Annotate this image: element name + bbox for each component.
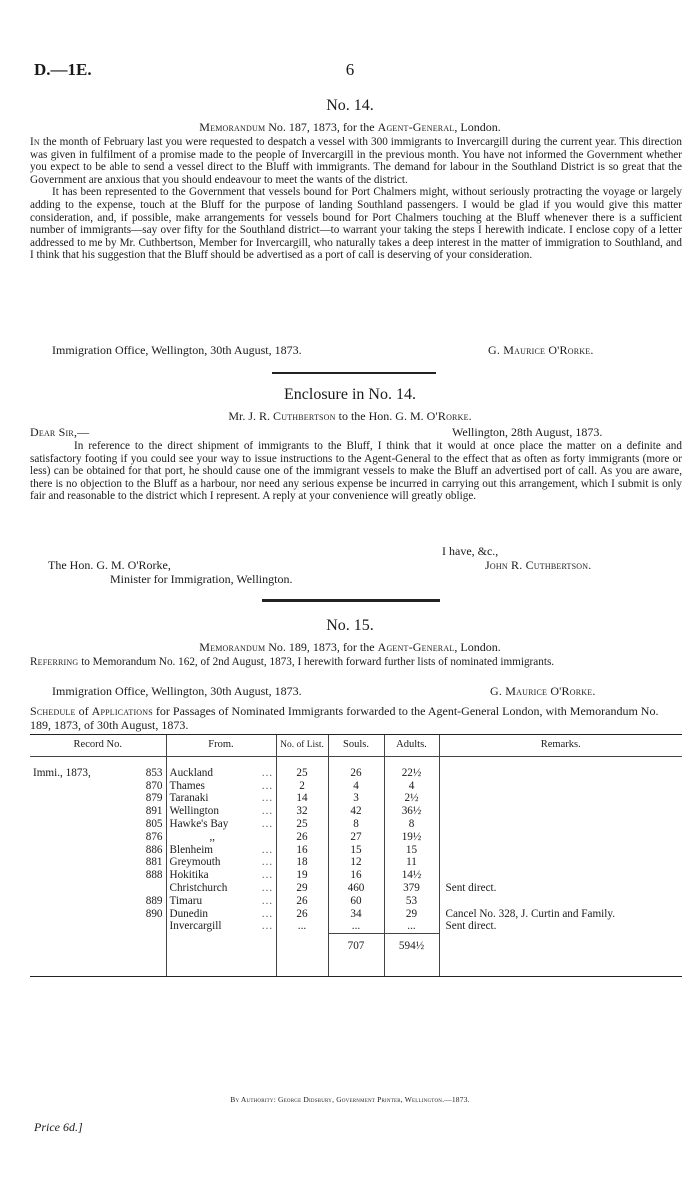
printer-imprint: By Authority: George Didsbury, Government Printer, Wellington.—1873. bbox=[230, 1095, 470, 1104]
cell-adults: 29 bbox=[384, 908, 439, 921]
cell-record bbox=[30, 856, 166, 869]
cell-souls: 42 bbox=[328, 805, 384, 818]
record-number: 889 bbox=[145, 894, 163, 907]
cell-from bbox=[166, 895, 276, 908]
cell-from bbox=[166, 792, 276, 805]
column-header-from: From. bbox=[166, 735, 276, 757]
table-row bbox=[30, 908, 682, 921]
cell-souls: ... bbox=[328, 920, 384, 933]
cell-souls: 16 bbox=[328, 869, 384, 882]
from-place: Auckland bbox=[169, 766, 213, 779]
table-row bbox=[30, 767, 682, 780]
section-divider bbox=[272, 372, 436, 374]
record-number: 876 bbox=[145, 830, 163, 843]
cell-record bbox=[30, 869, 166, 882]
cell-souls: 15 bbox=[328, 844, 384, 857]
record-number: 805 bbox=[145, 817, 163, 830]
cell-adults: 19½ bbox=[384, 831, 439, 844]
cell-list: 26 bbox=[276, 895, 328, 908]
cell-souls: 4 bbox=[328, 780, 384, 793]
from-place: Taranaki bbox=[169, 792, 209, 805]
cell-adults: 36½ bbox=[384, 805, 439, 818]
table-header-row bbox=[30, 735, 682, 757]
cell-remarks bbox=[439, 767, 682, 780]
leader-dots: … bbox=[261, 881, 273, 894]
cell-record bbox=[30, 767, 166, 780]
leader-dots: … bbox=[261, 805, 273, 818]
cell-adults: 4 bbox=[384, 780, 439, 793]
table-row bbox=[30, 920, 682, 933]
column-header-record: Record No. bbox=[30, 735, 166, 757]
cell-list: 18 bbox=[276, 856, 328, 869]
cell-from bbox=[166, 818, 276, 831]
cell-adults: ... bbox=[384, 920, 439, 933]
enclosure-heading: Enclosure in No. 14. bbox=[284, 386, 416, 403]
cell-record bbox=[30, 895, 166, 908]
from-place: Blenheim bbox=[169, 843, 213, 856]
table-row bbox=[30, 818, 682, 831]
page-number: 6 bbox=[345, 60, 355, 79]
cell-souls: 26 bbox=[328, 767, 384, 780]
cell-adults: 14½ bbox=[384, 869, 439, 882]
cell-from bbox=[166, 908, 276, 921]
cell-souls: 34 bbox=[328, 908, 384, 921]
leader-dots: … bbox=[261, 920, 273, 933]
cell-remarks: Sent direct. bbox=[439, 920, 682, 933]
record-number: 888 bbox=[145, 869, 163, 882]
cell-list: 32 bbox=[276, 805, 328, 818]
cell-souls: 27 bbox=[328, 831, 384, 844]
from-place: Greymouth bbox=[169, 856, 221, 869]
enclosure-salutation: Dear Sir,— bbox=[30, 425, 90, 439]
cell-list: 26 bbox=[276, 908, 328, 921]
schedule-title: Schedule of Applications for Passages of Nominated Immigrants forwarded to the Agent-General London, with Memorandum No. 189, 1873, of 30th August, 1873. bbox=[30, 704, 659, 732]
cell-adults: 53 bbox=[384, 895, 439, 908]
memo-signer-no14: G. Maurice O'Rorke. bbox=[488, 343, 594, 357]
column-header-remarks: Remarks. bbox=[439, 735, 682, 757]
memo-title-no14: Memorandum No. 187, 1873, for the Agent-General, London. bbox=[199, 120, 501, 134]
leader-dots: … bbox=[261, 907, 273, 920]
table-row bbox=[30, 856, 682, 869]
cell-remarks bbox=[439, 831, 682, 844]
record-prefix: Immi., 1873, bbox=[33, 766, 91, 779]
enclosure-signer: John R. Cuthbertson. bbox=[485, 558, 592, 572]
table-row bbox=[30, 844, 682, 857]
cell-remarks bbox=[439, 818, 682, 831]
cell-remarks bbox=[439, 895, 682, 908]
column-header-adults: Adults. bbox=[384, 735, 439, 757]
memo-signer-no15: G. Maurice O'Rorke. bbox=[490, 684, 596, 698]
from-place: Timaru bbox=[169, 894, 203, 907]
cell-record bbox=[30, 882, 166, 895]
total-adults: 594½ bbox=[384, 940, 439, 953]
cell-souls: 8 bbox=[328, 818, 384, 831]
totals-values-row bbox=[30, 940, 682, 953]
table-row bbox=[30, 805, 682, 818]
record-number: 879 bbox=[145, 792, 163, 805]
cell-adults: 22½ bbox=[384, 767, 439, 780]
table-row bbox=[30, 869, 682, 882]
cell-record bbox=[30, 805, 166, 818]
record-number: 870 bbox=[145, 779, 163, 792]
from-place: Invercargill bbox=[169, 920, 222, 933]
cell-list: ... bbox=[276, 920, 328, 933]
leader-dots: … bbox=[261, 894, 273, 907]
cell-from bbox=[166, 869, 276, 882]
cell-remarks bbox=[439, 869, 682, 882]
section-divider bbox=[262, 599, 440, 602]
cell-souls: 12 bbox=[328, 856, 384, 869]
cell-list: 25 bbox=[276, 818, 328, 831]
table-row bbox=[30, 780, 682, 793]
cell-remarks bbox=[439, 780, 682, 793]
document-reference: D.—1E. bbox=[34, 60, 92, 79]
from-place: ,, bbox=[209, 830, 216, 843]
memo-body-no15: Referring to Memorandum No. 162, of 2nd August, 1873, I herewith forward further lists of nominated immigrants. bbox=[30, 656, 555, 668]
record-number: 881 bbox=[145, 856, 163, 869]
leader-dots: … bbox=[261, 843, 273, 856]
schedule-rows bbox=[30, 756, 682, 933]
from-place: Christchurch bbox=[169, 881, 228, 894]
cell-souls: 60 bbox=[328, 895, 384, 908]
cell-from bbox=[166, 844, 276, 857]
cell-adults: 379 bbox=[384, 882, 439, 895]
cell-record bbox=[30, 920, 166, 933]
record-number: 886 bbox=[145, 843, 163, 856]
from-place: Hawke's Bay bbox=[169, 817, 229, 830]
column-header-list: No. of List. bbox=[276, 735, 328, 757]
leader-dots: … bbox=[261, 869, 273, 882]
leader-dots: … bbox=[261, 856, 273, 869]
table-row bbox=[30, 831, 682, 844]
cell-adults: 11 bbox=[384, 856, 439, 869]
memo-place-no15: Immigration Office, Wellington, 30th August, 1873. bbox=[52, 684, 302, 698]
from-place: Dunedin bbox=[169, 907, 209, 920]
cell-remarks bbox=[439, 805, 682, 818]
cell-from bbox=[166, 805, 276, 818]
cell-record bbox=[30, 818, 166, 831]
enclosure-body: In reference to the direct shipment of immigrants to the Bluff, I think that it would at once place the matter on a definite and satisfactory footing if you could see your way to issue instructions to the Agent-General to the effect that as often as forty immigrants (more or less) can be obtained for that port, he should cause one of the immigrant vessels to make the Bluff an advertised port of call. As you are aware, there is no objection to the Bluff as a harbour, nor need any serious expense be incurred in carrying out this arrangement, which I submit is only fair and reasonable to the district which I represent. A reply at your convenience will greatly oblige. bbox=[30, 440, 682, 503]
cell-list: 25 bbox=[276, 767, 328, 780]
leader-dots: … bbox=[261, 792, 273, 805]
cell-record bbox=[30, 844, 166, 857]
section-heading-no14: No. 14. bbox=[326, 97, 374, 114]
cell-from bbox=[166, 767, 276, 780]
from-place: Wellington bbox=[169, 805, 219, 818]
cell-from bbox=[166, 920, 276, 933]
record-number: 891 bbox=[145, 805, 163, 818]
memo-place-no14: Immigration Office, Wellington, 30th August, 1873. bbox=[52, 343, 302, 357]
cell-remarks: Cancel No. 328, J. Curtin and Family. bbox=[439, 908, 682, 921]
enclosure-addressee-title: Minister for Immigration, Wellington. bbox=[110, 572, 293, 586]
cell-from bbox=[166, 780, 276, 793]
total-souls: 707 bbox=[328, 940, 384, 953]
cell-record bbox=[30, 831, 166, 844]
leader-dots: … bbox=[261, 779, 273, 792]
cell-list: 19 bbox=[276, 869, 328, 882]
column-header-souls: Souls. bbox=[328, 735, 384, 757]
enclosure-from-line: Mr. J. R. Cuthbertson to the Hon. G. M. O'Rorke. bbox=[228, 409, 472, 423]
cell-remarks bbox=[439, 792, 682, 805]
cell-list: 29 bbox=[276, 882, 328, 895]
table-row bbox=[30, 895, 682, 908]
leader-dots: … bbox=[261, 817, 273, 830]
enclosure-close: I have, &c., bbox=[442, 544, 499, 558]
from-place: Thames bbox=[169, 779, 205, 792]
cell-remarks bbox=[439, 844, 682, 857]
cell-adults: 2½ bbox=[384, 792, 439, 805]
table-row bbox=[30, 882, 682, 895]
cell-from bbox=[166, 856, 276, 869]
table-row bbox=[30, 792, 682, 805]
leader-dots: … bbox=[261, 766, 273, 779]
cell-remarks bbox=[439, 856, 682, 869]
section-heading-no15: No. 15. bbox=[326, 617, 374, 634]
cell-adults: 8 bbox=[384, 818, 439, 831]
from-place: Hokitika bbox=[169, 869, 209, 882]
cell-record bbox=[30, 908, 166, 921]
record-number: 853 bbox=[145, 766, 163, 779]
memo-body-no14: In the month of February last you were requested to despatch a vessel with 300 immigrants to Invercargill during the current year. This direction was given in fulfilment of a promise made to the people of Invercargill in the previous month. You have not informed the Government whether you expect to be able to send a vessel direct to the Bluff with immigrants. The demand for labour in the Southland District is so great that the Government are anxious that you should endeavour to meet the wants of the district. It has been represented to the Government that vessels bound for Port Chalmers might, without seriously protracting the voyage or largely adding to the expense, touch at the Bluff for the purpose of landing Southland passengers. I would be glad if you would give this matter consideration, and, if possible, make arrangements for vessels bound for Port Chalmers touching at the Bluff whenever there is a sufficient number of immigrants—say over fifty for the Southland district—to warrant your taking the steps I herewith indicate. I enclose copy of a letter addressed to me by Mr. Cuthbertson, Member for Invercargill, who naturally takes a deep interest in the matter of immigration to Southland, and I think that his suggestion that the Bluff should be advertised as a port of call is deserving of your consideration. bbox=[30, 136, 682, 262]
cell-souls: 460 bbox=[328, 882, 384, 895]
cell-list: 2 bbox=[276, 780, 328, 793]
cell-list: 26 bbox=[276, 831, 328, 844]
cell-adults: 15 bbox=[384, 844, 439, 857]
cell-list: 16 bbox=[276, 844, 328, 857]
record-number: 890 bbox=[145, 907, 163, 920]
cell-remarks: Sent direct. bbox=[439, 882, 682, 895]
cell-record bbox=[30, 792, 166, 805]
schedule-table bbox=[30, 734, 682, 977]
enclosure-dateline: Wellington, 28th August, 1873. bbox=[452, 425, 603, 439]
memo-title-no15: Memorandum No. 189, 1873, for the Agent-General, London. bbox=[199, 640, 501, 654]
cell-souls: 3 bbox=[328, 792, 384, 805]
enclosure-addressee: The Hon. G. M. O'Rorke, bbox=[48, 558, 171, 572]
cell-from bbox=[166, 882, 276, 895]
price-note: Price 6d.] bbox=[34, 1120, 83, 1134]
cell-list: 14 bbox=[276, 792, 328, 805]
cell-record bbox=[30, 780, 166, 793]
cell-from bbox=[166, 831, 276, 844]
